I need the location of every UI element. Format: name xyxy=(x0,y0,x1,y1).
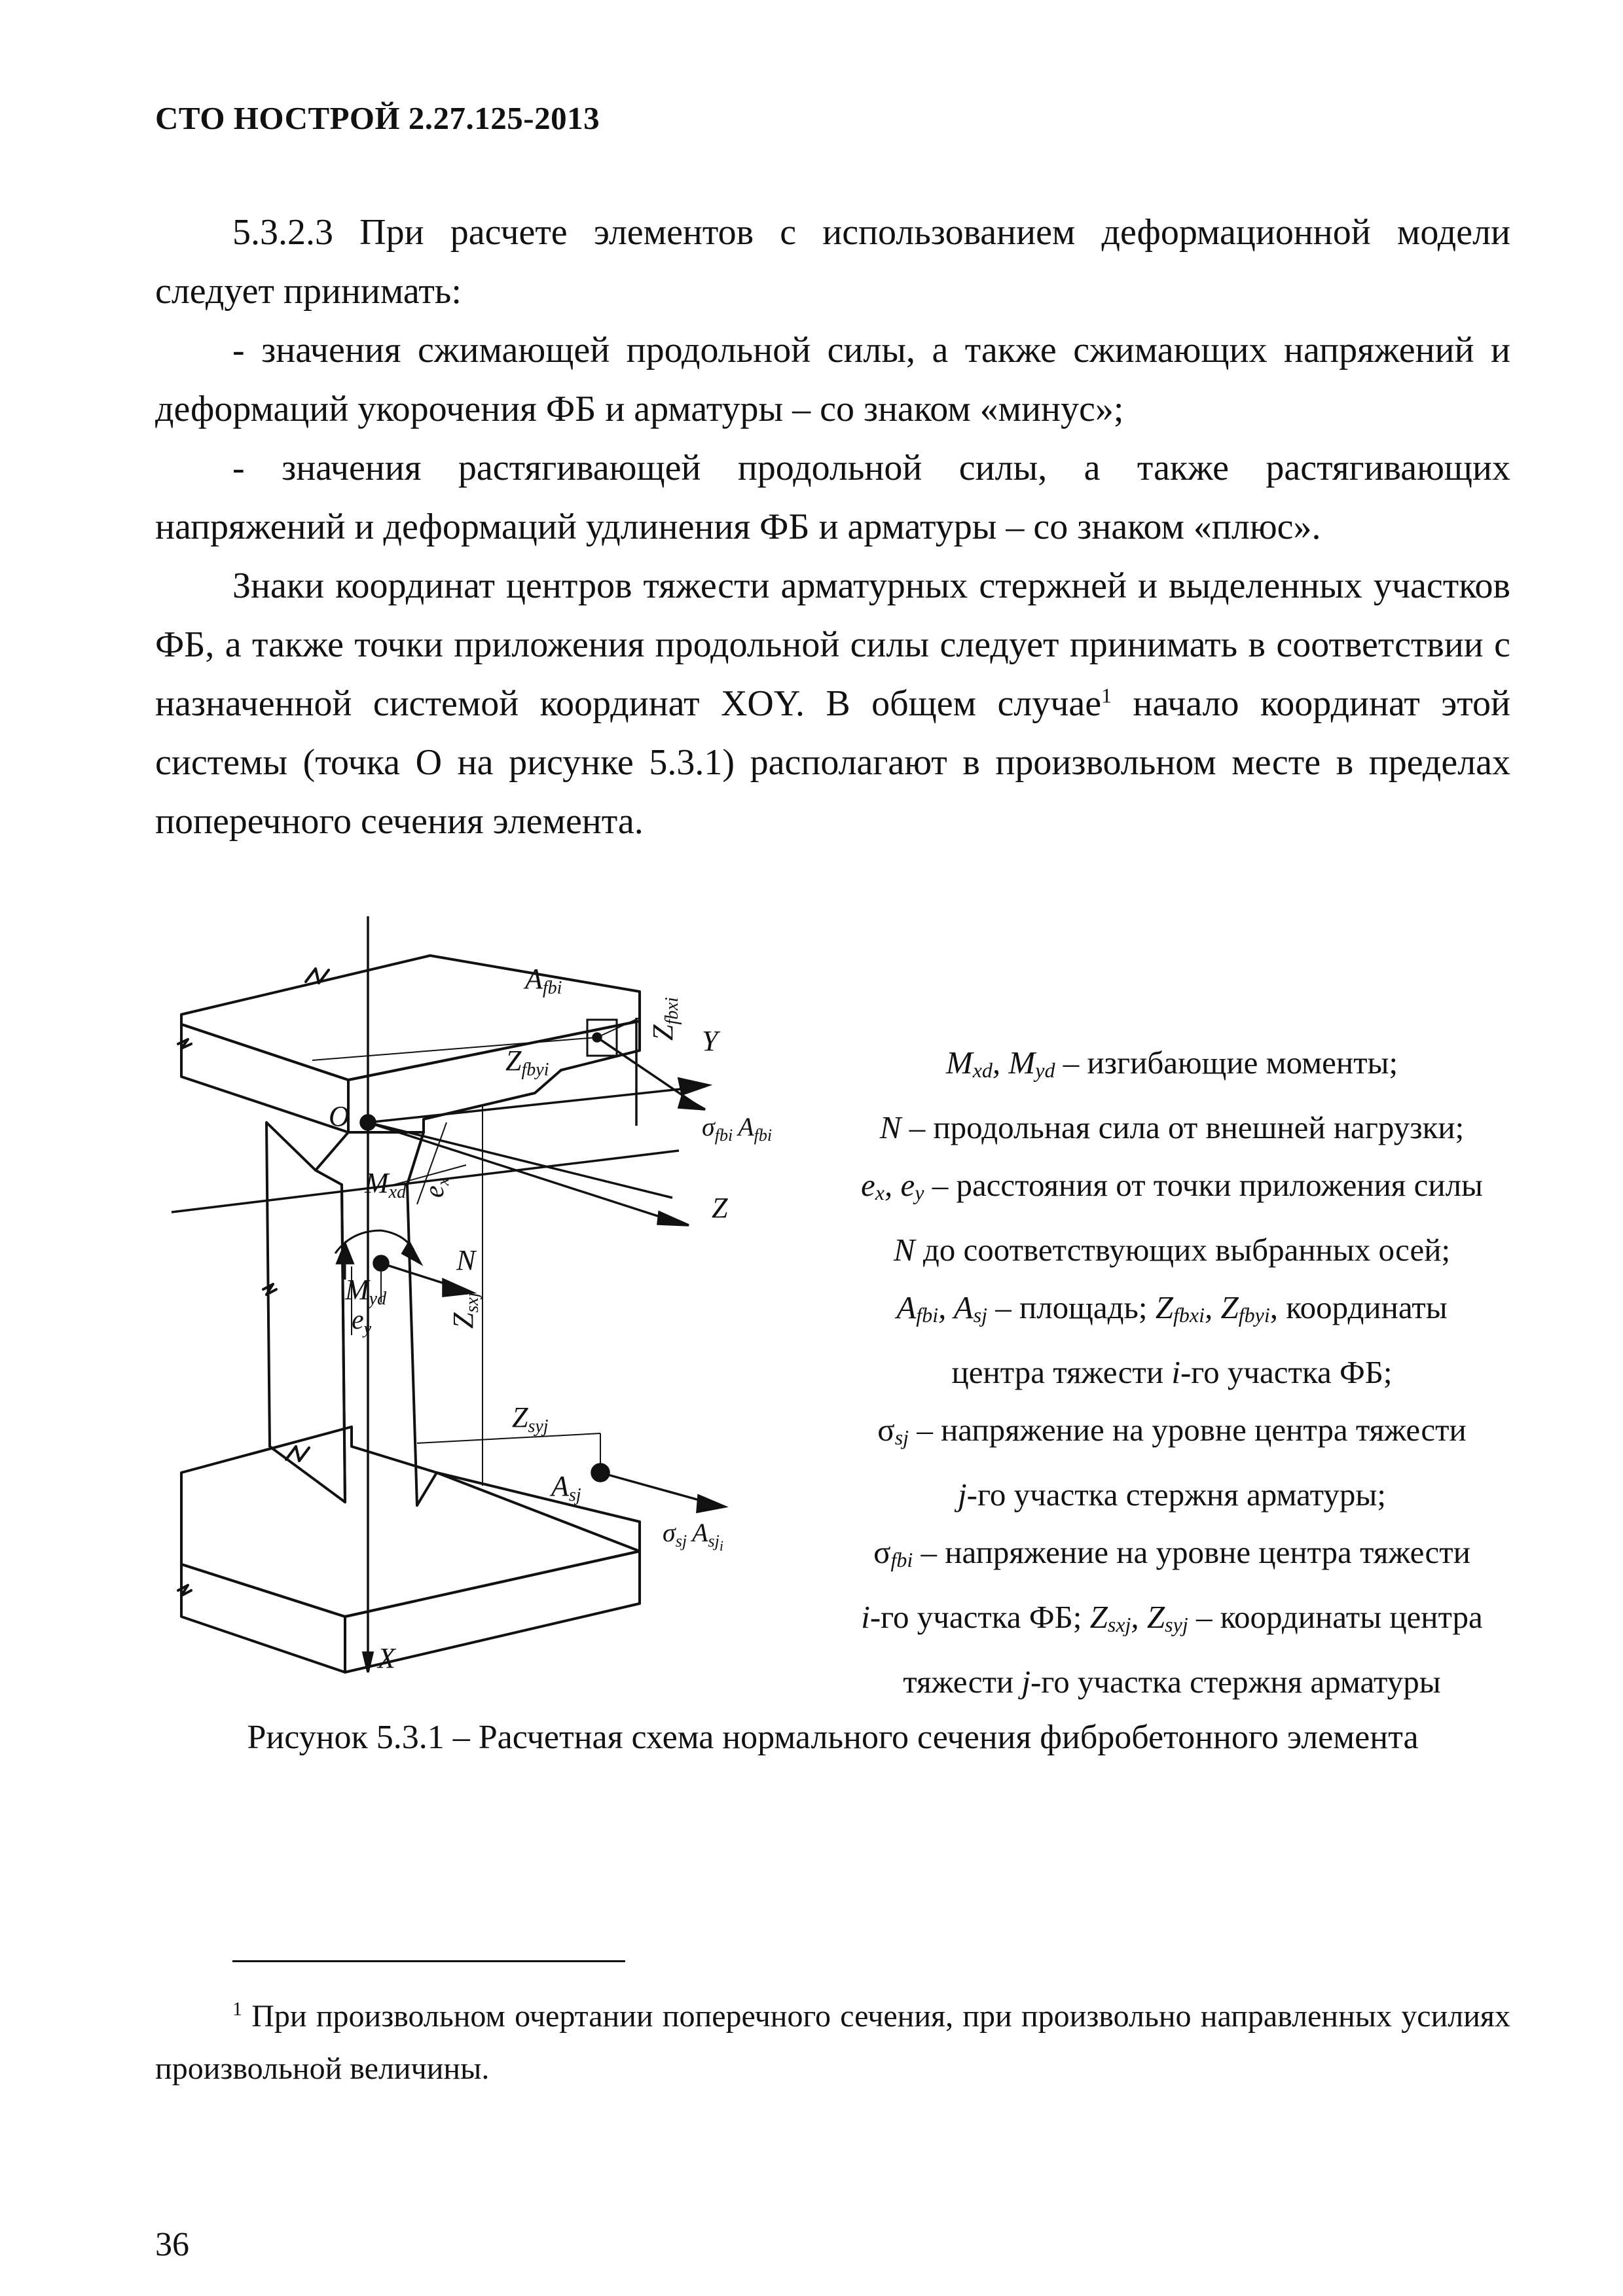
footnote xyxy=(155,1983,1510,2095)
legend-line: Afbi, Asj – площадь; Zfbxi, Zfbyi, координаты xyxy=(896,1289,1448,1327)
legend-line: σsj – напряжение на уровне центра тяжести xyxy=(877,1412,1467,1449)
label-zfbxi: Zfbxi xyxy=(647,997,682,1041)
label-origin-o: O xyxy=(329,1100,350,1132)
label-myd: Myd xyxy=(345,1274,387,1309)
legend-line: N до соответствующих выбранных осей; xyxy=(893,1232,1451,1268)
figure-legend xyxy=(831,1034,1512,1711)
label-mxd: Mxd xyxy=(365,1167,407,1202)
legend-line: j-го участка стержня арматуры; xyxy=(958,1477,1386,1513)
web-front-edge xyxy=(342,1185,345,1502)
legend-line: Mxd, Myd – изгибающие моменты; xyxy=(945,1045,1398,1082)
label-ex: ex xyxy=(420,1177,452,1198)
paragraph-coordinate-signs xyxy=(155,556,1510,851)
paragraph-5-3-2-3: 5.3.2.3 При расчете элементов с использованием деформационной модели следует принимать: xyxy=(155,212,1510,312)
label-afbi: Afbi xyxy=(525,963,562,998)
label-axis-x: X xyxy=(378,1642,395,1674)
legend-line: центра тяжести i-го участка ФБ; xyxy=(951,1354,1393,1390)
label-sigma-sj-asj: $\sigma_{sj}$ $A_{sj}i$ xyxy=(663,1518,723,1554)
document-header: СТО НОСТРОЙ 2.27.125-2013 xyxy=(155,100,600,136)
footnote-divider xyxy=(232,1960,625,1962)
footnote-reference: 1 xyxy=(1101,683,1112,708)
label-force-n: N xyxy=(456,1244,476,1276)
label-asj: Asj xyxy=(551,1470,581,1505)
legend-line: ex, ey – расстояния от точки приложения силы xyxy=(861,1167,1483,1204)
paragraph-text-1: Знаки координат центров тяжести арматурных стержней и выделенных участков ФБ, а также точки приложения продольной силы следует принимать в соответствии с назначенной системой координат XOY. В общем случае xyxy=(155,565,1510,724)
paragraph-tension-sign: - значения растягивающей продольной силы, а также растягивающих напряжений и деформаций удлинения ФБ и арматуры – со знаком «плюс». xyxy=(155,448,1510,547)
bottom-flange-front-face xyxy=(181,1564,345,1672)
footnote-mark: 1 xyxy=(232,1998,242,2020)
label-zsxj: Zsxj xyxy=(447,1292,483,1329)
page-number: 36 xyxy=(155,2226,189,2263)
label-zsyj: Zsyj xyxy=(512,1401,549,1437)
legend-line: i-го участка ФБ; Zsxj, Zsyj – координаты центра xyxy=(861,1599,1483,1636)
top-flange-top-face xyxy=(181,956,640,1080)
legend-line: N – продольная сила от внешней нагрузки; xyxy=(879,1109,1465,1145)
label-zfbyi: Zfbyi xyxy=(505,1045,549,1080)
legend-line: тяжести j-го участка стержня арматуры xyxy=(903,1664,1441,1700)
footnote-text: При произвольном очертании поперечного сечения, при произвольно направленных усилиях произвольной величины. xyxy=(155,1999,1510,2086)
bottom-flange-top-face xyxy=(181,1427,640,1617)
label-axis-z: Z xyxy=(712,1192,728,1224)
cross-section-diagram xyxy=(155,910,836,1682)
label-ey: ey xyxy=(352,1305,372,1338)
paragraph-compression-sign: - значения сжимающей продольной силы, а также сжимающих напряжений и деформаций укорочения ФБ и арматуры – со знаком «минус»; xyxy=(155,330,1510,429)
paragraph-text-2: начало координат этой системы (точка О на рисунке 5.3.1) располагают в произвольном месте в пределах поперечного сечения элемента. xyxy=(155,683,1510,842)
legend-line: σfbi – напряжение на уровне центра тяжести xyxy=(873,1534,1470,1571)
web-front xyxy=(266,1122,345,1502)
figure-caption: Рисунок 5.3.1 – Расчетная схема нормального сечения фибробетонного элемента xyxy=(247,1719,1419,1756)
label-sigma-fbi-afbi: $\sigma_{fbi}$ $A_{fbi}$ xyxy=(702,1112,773,1145)
top-flange-front-face xyxy=(181,1024,348,1132)
label-axis-y: Y xyxy=(702,1025,718,1057)
